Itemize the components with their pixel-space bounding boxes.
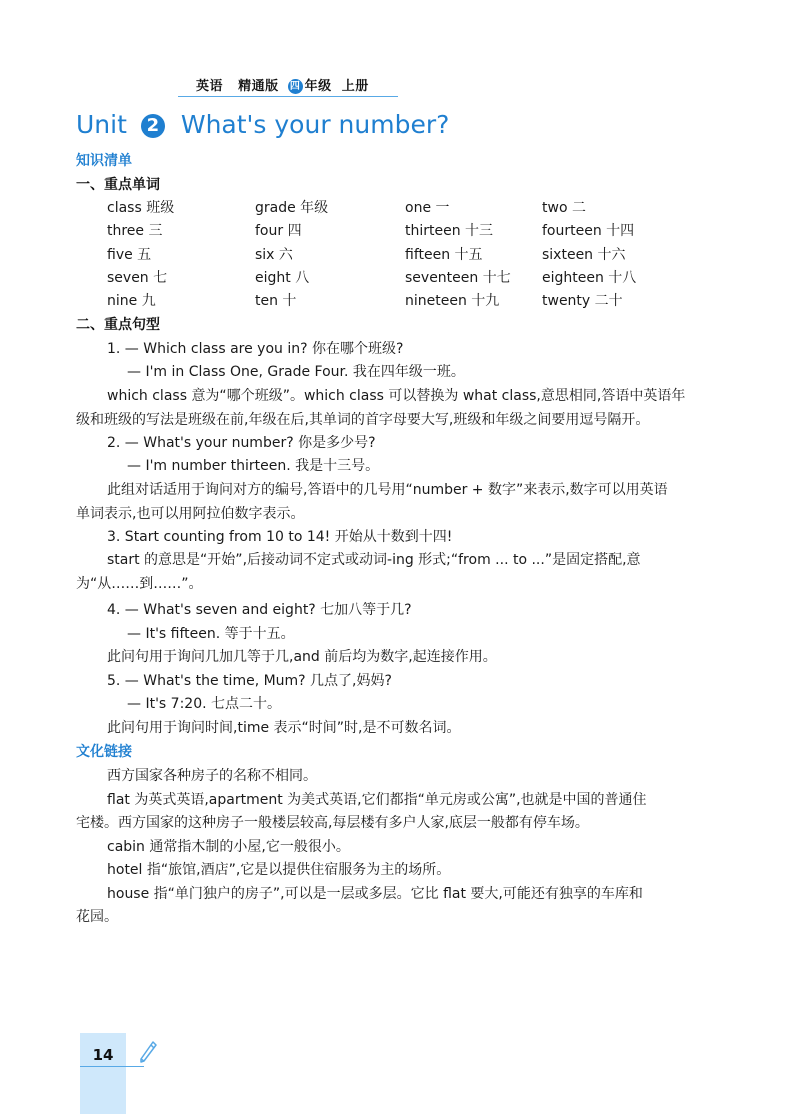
culture-line: 西方国家各种房子的名称不相同。 [107,768,317,784]
section-key-sentences: 二、重点句型 [76,317,160,333]
vocab-item: seven 七 [107,270,168,286]
vocab-item: five 五 [107,247,152,263]
vocab-item: eight 八 [255,270,310,286]
vocab-item: twenty 二十 [542,293,623,309]
section-knowledge: 知识清单 [76,153,132,169]
sentence-5-note: 此问句用于询问时间,time 表示“时间”时,是不可数名词。 [107,720,461,736]
sentence-2-answer: — I'm number thirteen. 我是十三号。 [127,458,380,474]
sentence-4-note: 此问句用于询问几加几等于几,and 前后均为数字,起连接作用。 [107,649,497,665]
grade-badge: 四 [288,79,303,94]
culture-line: house 指“单门独户的房子”,可以是一层或多层。它比 flat 要大,可能还有独享的车库和 [107,886,643,902]
vocab-item: nineteen 十九 [405,293,500,309]
header-edition: 精通版 [238,79,279,94]
culture-line: 宅楼。西方国家的这种房子一般楼层较高,每层楼有多户人家,底层一般都有停车场。 [76,815,589,831]
culture-line: 花园。 [76,909,118,925]
section-culture: 文化链接 [76,744,132,760]
vocab-item: sixteen 十六 [542,247,626,263]
vocab-item: three 三 [107,223,163,239]
page-number: 14 [92,1046,114,1064]
vocab-item: six 六 [255,247,293,263]
sentence-1-note: which class 意为“哪个班级”。which class 可以替换为 what class,意思相同,答语中英语年 [107,388,686,404]
pencil-icon [136,1040,158,1072]
sentence-4-question: 4. — What's seven and eight? 七加八等于几? [107,602,412,618]
vocab-item: grade 年级 [255,200,329,216]
vocab-item: one 一 [405,200,450,216]
vocab-item: class 班级 [107,200,175,216]
sentence-1-answer: — I'm in Class One, Grade Four. 我在四年级一班。 [127,364,465,380]
sentence-5-answer: — It's 7:20. 七点二十。 [127,696,281,712]
unit-label: Unit [76,110,127,139]
vocab-item: nine 九 [107,293,156,309]
sentence-2-note-cont: 单词表示,也可以用阿拉伯数字表示。 [76,506,305,522]
sentence-4-answer: — It's fifteen. 等于十五。 [127,626,295,642]
header-volume: 上册 [341,79,369,94]
sentence-2-note: 此组对话适用于询问对方的编号,答语中的几号用“number + 数字”来表示,数字可以用英语 [107,482,668,498]
sentence-5-question: 5. — What's the time, Mum? 几点了,妈妈? [107,673,392,689]
culture-line: cabin 通常指木制的小屋,它一般很小。 [107,839,350,855]
page-header [196,75,369,94]
sentence-1-note-cont: 级和班级的写法是班级在前,年级在后,其单词的首字母要大写,班级和年级之间要用逗号隔开。 [76,412,650,428]
sentence-1-question: 1. — Which class are you in? 你在哪个班级? [107,341,404,357]
vocab-item: eighteen 十八 [542,270,637,286]
sentence-3-note: start 的意思是“开始”,后接动词不定式或动词-ing 形式;“from ... to ...”是固定搭配,意 [107,552,641,568]
header-divider [178,96,398,97]
vocab-item: seventeen 十七 [405,270,511,286]
vocab-item: two 二 [542,200,586,216]
header-grade: 年级 [304,79,332,94]
sentence-2-question: 2. — What's your number? 你是多少号? [107,435,376,451]
vocab-item: fifteen 十五 [405,247,483,263]
section-key-words: 一、重点单词 [76,177,160,193]
vocab-item: fourteen 十四 [542,223,635,239]
vocab-item: four 四 [255,223,302,239]
footer-divider [80,1066,144,1067]
culture-line: hotel 指“旅馆,酒店”,它是以提供住宿服务为主的场所。 [107,862,451,878]
unit-title-text: What's your number? [180,110,450,139]
vocab-item: thirteen 十三 [405,223,494,239]
vocab-item: ten 十 [255,293,297,309]
header-subject: 英语 [196,79,224,94]
unit-title [76,110,449,139]
sentence-3: 3. Start counting from 10 to 14! 开始从十数到十四! [107,529,453,545]
sentence-3-note-cont: 为“从……到……”。 [76,576,203,592]
unit-number-badge: 2 [141,114,165,138]
culture-line: flat 为英式英语,apartment 为美式英语,它们都指“单元房或公寓”,也就是中国的普通住 [107,792,647,808]
